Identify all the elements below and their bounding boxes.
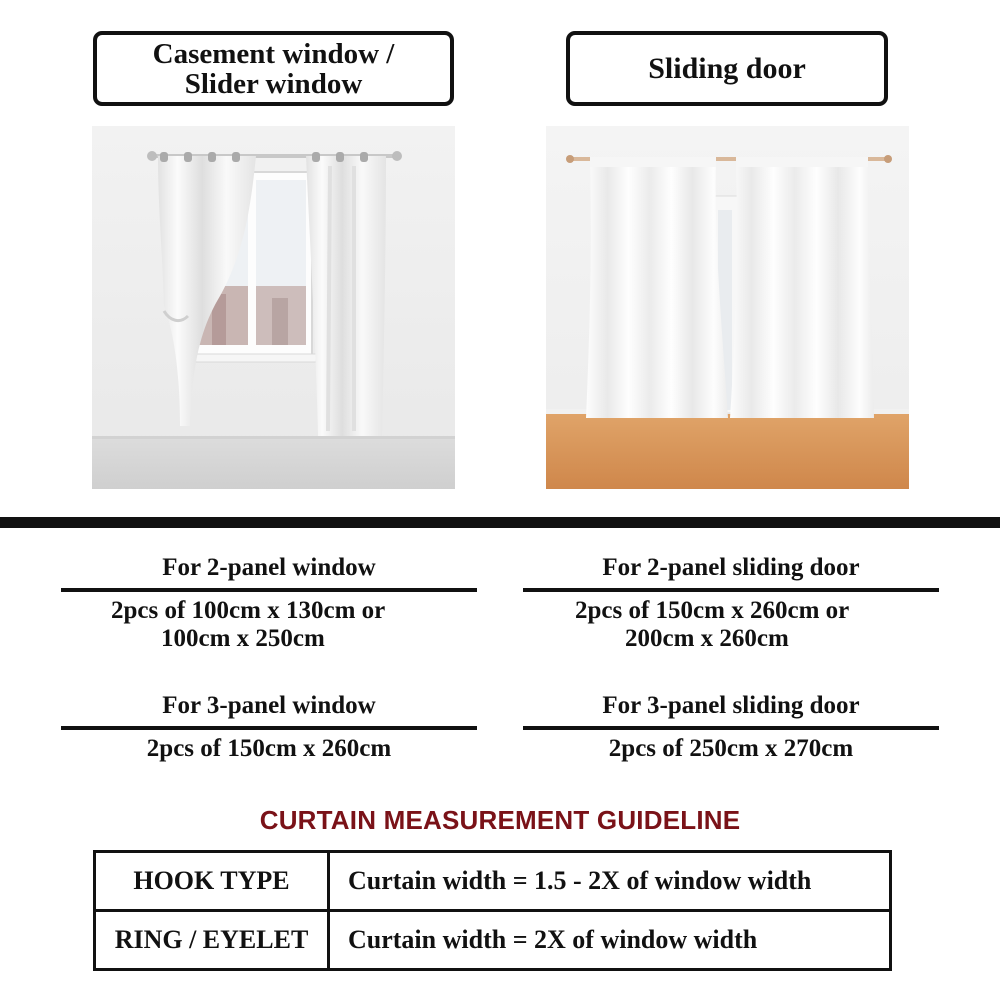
hook-type-rule-cell: Curtain width = 1.5 - 2X of window width (329, 852, 891, 911)
size-text: 2pcs of 250cm x 270cm (608, 735, 854, 762)
size-heading: For 3-panel window (162, 692, 376, 719)
casement-window-label (93, 31, 454, 106)
guideline-table (93, 850, 892, 971)
heading-rule (61, 588, 477, 592)
size-heading: For 2-panel sliding door (602, 554, 860, 581)
size-heading: For 2-panel window (162, 554, 376, 581)
sliding-door-label-text: Sliding door (648, 51, 806, 85)
casement-window-label-line2: Slider window (184, 67, 363, 100)
size-block-3-panel-sliding-door (523, 691, 939, 763)
size-text: 2pcs of 100cm x 130cm or 100cm x 250cm (111, 597, 386, 652)
sliding-door-label (566, 31, 888, 106)
ring-eyelet-cell: RING / EYELET (95, 911, 329, 970)
casement-window-label-line1: Casement window / (152, 37, 395, 70)
size-text: 2pcs of 150cm x 260cm or 200cm x 260cm (575, 597, 850, 652)
section-divider (0, 517, 1000, 528)
sliding-door-curtain-photo (546, 126, 909, 489)
size-block-2-panel-sliding-door (523, 553, 939, 653)
table-row (95, 852, 891, 911)
ring-eyelet-rule-cell: Curtain width = 2X of window width (329, 911, 891, 970)
size-text: 2pcs of 150cm x 260cm (146, 735, 392, 762)
size-block-3-panel-window (61, 691, 477, 763)
guideline-title: CURTAIN MEASUREMENT GUIDELINE (259, 805, 741, 835)
heading-rule (523, 588, 939, 592)
table-row (95, 911, 891, 970)
heading-rule (61, 726, 477, 730)
hook-type-cell: HOOK TYPE (95, 852, 329, 911)
heading-rule (523, 726, 939, 730)
window-curtain-photo (92, 126, 455, 489)
size-block-2-panel-window (61, 553, 477, 653)
size-heading: For 3-panel sliding door (602, 692, 860, 719)
